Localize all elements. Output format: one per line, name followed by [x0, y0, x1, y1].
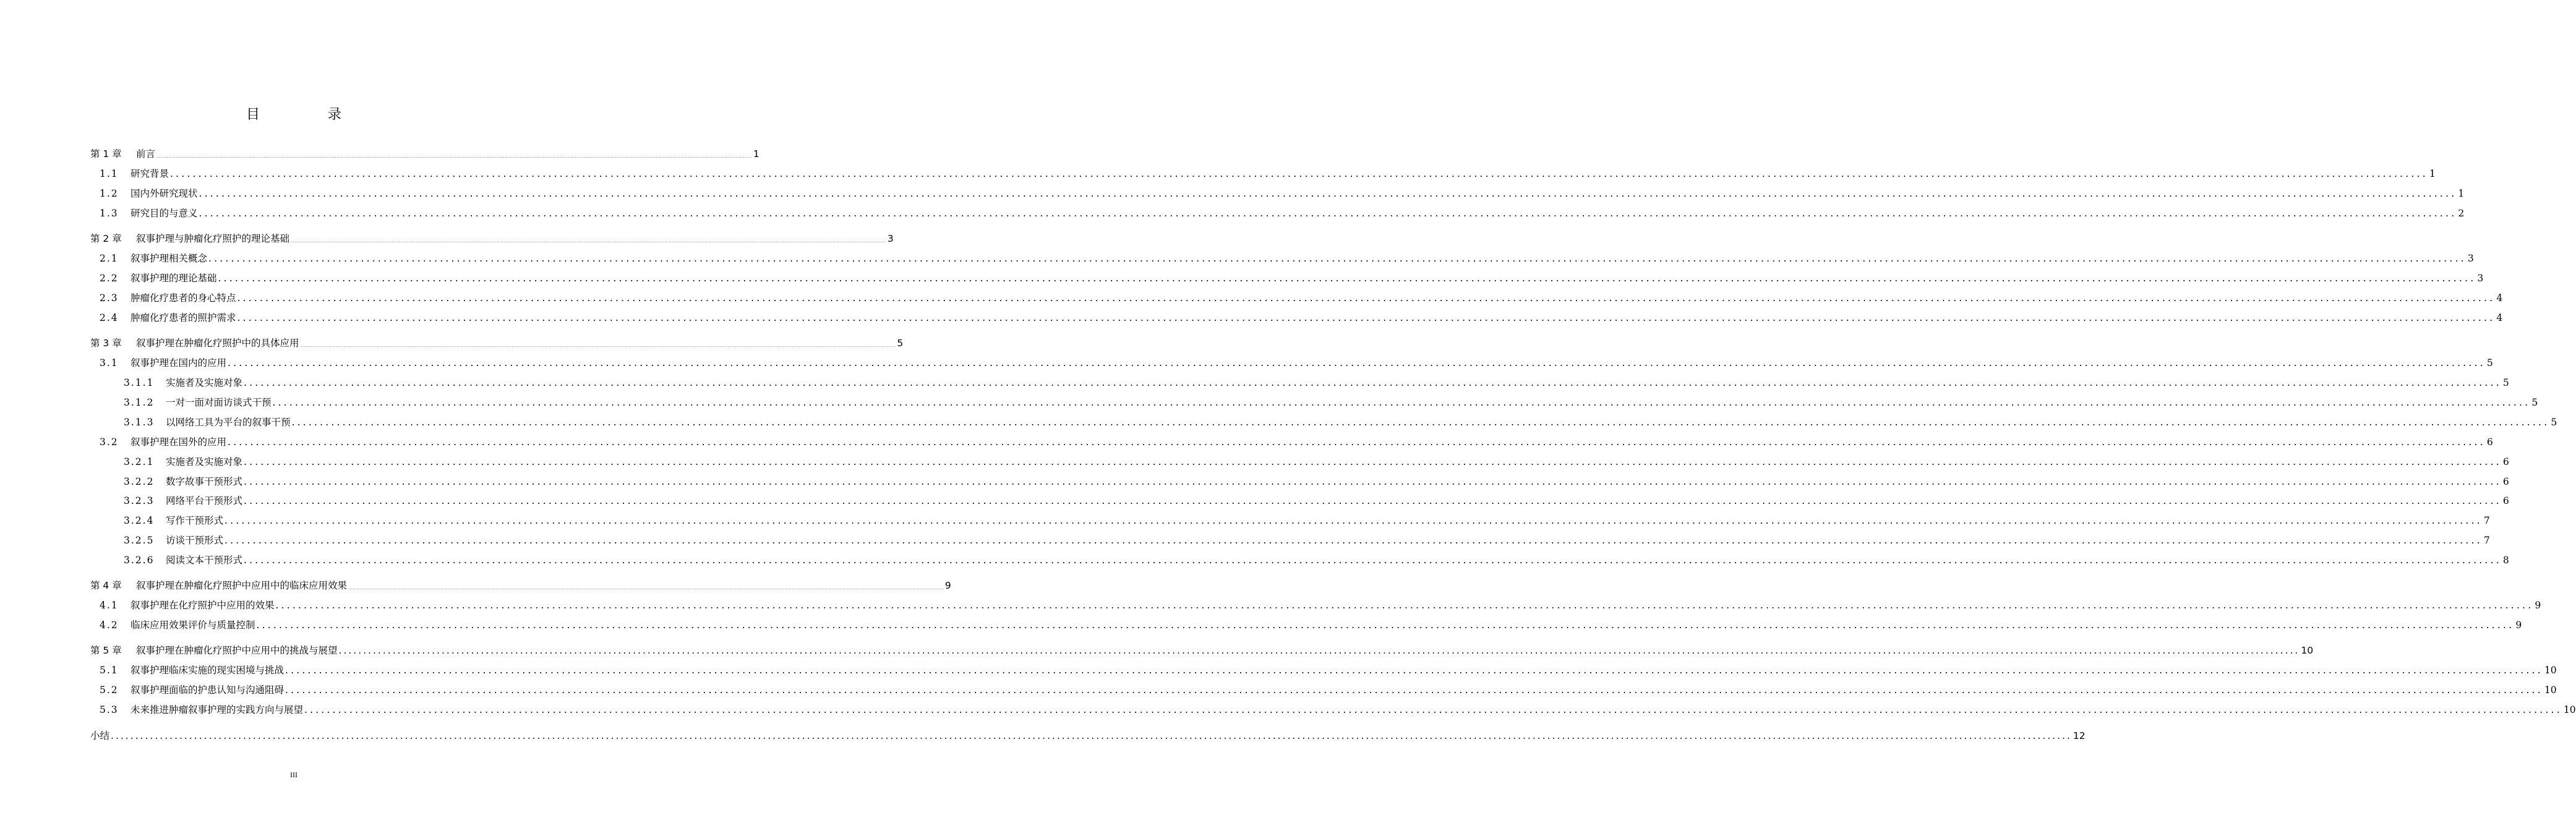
toc-entry-title: 小结 [90, 730, 110, 741]
dot-leader: ................................................................................................................................................................................................................................................................................................................................................................................................................ [338, 645, 2300, 656]
toc-entry-number: 3.2.3 [124, 495, 155, 506]
toc-entry-number: 第 2 章 [90, 233, 122, 244]
toc-entry-number: 2.4 [100, 312, 119, 323]
toc-entry-page: 5 [2486, 357, 2493, 369]
toc-entry-number: 2.2 [100, 273, 119, 284]
toc-entry-label [100, 271, 217, 284]
dot-leader: ................................................................................................................................................................................................................................................................................................................................................................................................................ [111, 730, 2072, 741]
toc-entry[interactable] [0, 683, 2557, 697]
toc-entry-label [124, 375, 242, 389]
toc-entry-page: 10 [2301, 645, 2314, 656]
toc-entry-page: 5 [2502, 377, 2509, 388]
toc-entry-page: 4 [2496, 292, 2503, 304]
toc-entry[interactable] [0, 663, 2557, 678]
toc-entry-title: 前言 [136, 148, 156, 160]
toc-entry-label [100, 166, 169, 180]
page-number-footer: III [290, 770, 297, 779]
toc-entry-number: 第 1 章 [90, 148, 122, 160]
dot-leader: ................................................................................................................................................................................................................................................................................................................................................................................................................ [156, 155, 752, 159]
toc-entry-title: 叙事护理在国内的应用 [131, 357, 227, 369]
toc-entry-number: 3.2.1 [124, 456, 155, 467]
toc-entry-number: 3.2.6 [124, 555, 155, 566]
toc-entry-title: 研究目的与意义 [131, 208, 198, 219]
toc-entry-number: 3.1.3 [124, 417, 155, 428]
toc-entry[interactable] [0, 474, 2509, 489]
toc-entry-label [100, 291, 236, 304]
toc-entry-number: 5.2 [100, 684, 119, 696]
toc-entry-title: 访谈干预形式 [166, 535, 224, 546]
toc-entry-label [124, 553, 242, 566]
toc-entry[interactable] [0, 728, 2086, 743]
dot-leader: ................................................................................................................................................................................................................................................................................................................................................................................................................ [228, 437, 2486, 448]
toc-entry-number: 3.1 [100, 357, 119, 369]
toc-entry[interactable] [0, 395, 2538, 410]
toc-entry[interactable] [0, 166, 2436, 181]
toc-entry[interactable] [0, 553, 2509, 568]
toc-entry-page: 6 [2486, 437, 2493, 448]
toc-entry-title: 叙事护理的理论基础 [131, 273, 217, 284]
toc-entry-page: 7 [2483, 535, 2490, 546]
toc-entry-label [124, 415, 291, 428]
dot-leader: ................................................................................................................................................................................................................................................................................................................................................................................................................ [244, 555, 2502, 566]
toc-entry-page: 7 [2483, 515, 2490, 526]
toc-entry-page: 9 [2515, 620, 2522, 631]
dot-leader: ................................................................................................................................................................................................................................................................................................................................................................................................................ [272, 397, 2531, 408]
toc-entry-number: 4.1 [100, 600, 119, 611]
toc-entry-page: 4 [2496, 312, 2503, 323]
toc-entry[interactable] [0, 513, 2490, 528]
dot-leader: ................................................................................................................................................................................................................................................................................................................................................................................................................ [348, 586, 944, 590]
toc-entry[interactable] [0, 147, 760, 161]
toc-entry-number: 3.2.5 [124, 535, 155, 546]
toc-entry-title: 叙事护理在肿瘤化疗照护中应用中的临床应用效果 [136, 580, 348, 591]
toc-entry-title: 国内外研究现状 [131, 188, 198, 199]
toc-entry[interactable] [0, 578, 951, 593]
toc-entry-number: 2.1 [100, 253, 119, 264]
toc-entry-number: 2.3 [100, 292, 119, 304]
toc-entry[interactable] [0, 415, 2557, 430]
toc-entry-page: 5 [2531, 397, 2538, 408]
toc-entry[interactable] [0, 643, 2314, 658]
toc-entry-page: 9 [2535, 600, 2541, 611]
toc-entry-page: 1 [2458, 188, 2465, 199]
dot-leader: ................................................................................................................................................................................................................................................................................................................................................................................................................ [208, 253, 2467, 264]
toc-entry-page: 10 [2544, 665, 2557, 676]
toc-entry-page: 5 [897, 338, 904, 349]
dot-leader: ................................................................................................................................................................................................................................................................................................................................................................................................................ [244, 476, 2502, 487]
toc-entry-title: 写作干预形式 [166, 515, 224, 526]
toc-entry-number: 1.3 [100, 208, 119, 219]
toc-entry[interactable] [0, 251, 2474, 266]
toc-entry-page: 10 [2544, 684, 2557, 696]
toc-entry-label [124, 395, 272, 409]
toc-entry-number: 第 3 章 [90, 338, 122, 349]
toc-entry[interactable] [0, 375, 2509, 390]
dot-leader: ................................................................................................................................................................................................................................................................................................................................................................................................................ [225, 515, 2483, 526]
toc-entry-title: 叙事护理在国外的应用 [131, 437, 227, 448]
toc-entry-page: 10 [2563, 704, 2576, 715]
dot-leader: ................................................................................................................................................................................................................................................................................................................................................................................................................ [256, 620, 2515, 631]
dot-leader: ................................................................................................................................................................................................................................................................................................................................................................................................................ [199, 188, 2457, 199]
toc-entry-page: 6 [2502, 495, 2509, 506]
toc-entry-label [100, 251, 207, 265]
toc-entry-page: 3 [2477, 273, 2484, 284]
toc-entry[interactable] [0, 533, 2490, 548]
toc-entry-page: 2 [2458, 208, 2465, 219]
toc-entry-label [124, 474, 242, 488]
toc-entry[interactable] [0, 356, 2493, 370]
toc-entry[interactable] [0, 310, 2503, 325]
toc-entry-page: 3 [887, 233, 894, 244]
toc-entry-title: 叙事护理相关概念 [131, 253, 208, 264]
dot-leader: ................................................................................................................................................................................................................................................................................................................................................................................................................ [244, 456, 2502, 467]
dot-leader: ................................................................................................................................................................................................................................................................................................................................................................................................................ [199, 208, 2457, 219]
toc-entry-number: 3.1.2 [124, 397, 155, 408]
toc-entry-title: 以网络工具为平台的叙事干预 [166, 417, 291, 428]
toc-entry-label [90, 578, 347, 592]
dot-leader: ................................................................................................................................................................................................................................................................................................................................................................................................................ [228, 357, 2486, 369]
toc-entry[interactable] [0, 231, 894, 246]
toc-entry[interactable] [0, 336, 904, 351]
toc-entry-title: 肿瘤化疗患者的身心特点 [131, 292, 236, 304]
dot-leader: ................................................................................................................................................................................................................................................................................................................................................................................................................ [300, 344, 896, 348]
toc-entry-page: 5 [2551, 417, 2557, 428]
toc-entry-label [90, 231, 289, 245]
toc-entry-title: 临床应用效果评价与质量控制 [131, 620, 255, 631]
toc-entry-number: 5.3 [100, 704, 119, 715]
toc-entry-page: 6 [2502, 476, 2509, 487]
toc-entry-number: 第 5 章 [90, 645, 122, 656]
toc-entry-page: 6 [2502, 456, 2509, 467]
toc-entry[interactable] [0, 435, 2493, 450]
dot-leader: ................................................................................................................................................................................................................................................................................................................................................................................................................ [244, 377, 2502, 388]
toc-entry-title: 肿瘤化疗患者的照护需求 [131, 312, 236, 323]
toc-entry-title: 实施者及实施对象 [166, 377, 243, 388]
toc-entry-number: 3.2.2 [124, 476, 155, 487]
toc-entry-title: 叙事护理在肿瘤化疗照护中应用中的挑战与展望 [136, 645, 338, 656]
toc-entry-label [100, 618, 255, 631]
toc-entry-label [124, 493, 242, 507]
dot-leader: ................................................................................................................................................................................................................................................................................................................................................................................................................ [237, 312, 2496, 323]
dot-leader: ................................................................................................................................................................................................................................................................................................................................................................................................................ [291, 239, 886, 244]
toc-entry-label [90, 147, 155, 160]
toc-entry-title: 叙事护理在肿瘤化疗照护中的具体应用 [136, 338, 299, 349]
toc-entry-title: 叙事护理在化疗照护中应用的效果 [131, 600, 275, 611]
toc-entry[interactable] [0, 186, 2465, 201]
toc-entry-label [100, 186, 198, 200]
toc-entry-label [100, 356, 226, 369]
toc-entry-label [100, 683, 284, 696]
dot-leader: ................................................................................................................................................................................................................................................................................................................................................................................................................ [285, 665, 2543, 676]
toc-entry-number: 5.1 [100, 665, 119, 676]
dot-leader: ................................................................................................................................................................................................................................................................................................................................................................................................................ [170, 168, 2428, 179]
toc-entry-page: 1 [2429, 168, 2436, 179]
toc-entry-title: 数字故事干预形式 [166, 476, 243, 487]
toc-entry-number: 1.1 [100, 168, 119, 179]
toc-entry[interactable] [0, 291, 2503, 305]
toc-entry-number: 第 4 章 [90, 580, 122, 591]
dot-leader: ................................................................................................................................................................................................................................................................................................................................................................................................................ [291, 417, 2550, 428]
toc-entry-label [90, 643, 338, 657]
dot-leader: ................................................................................................................................................................................................................................................................................................................................................................................................................ [237, 292, 2496, 304]
toc-entry-title: 叙事护理临床实施的现实困境与挑战 [131, 665, 285, 676]
toc-entry-title: 阅读文本干预形式 [166, 555, 243, 566]
toc-entry-number: 1.2 [100, 188, 119, 199]
toc-entry-label [90, 336, 299, 349]
toc-entry-number: 4.2 [100, 620, 119, 631]
dot-leader: ................................................................................................................................................................................................................................................................................................................................................................................................................ [218, 273, 2476, 284]
toc-entry[interactable] [0, 618, 2522, 633]
toc-entry-page: 3 [2467, 253, 2474, 264]
toc-entry-title: 叙事护理与肿瘤化疗照护的理论基础 [136, 233, 290, 244]
toc-entry-page: 9 [944, 580, 951, 591]
toc-entry[interactable] [0, 271, 2484, 286]
toc-entry-title: 未来推进肿瘤叙事护理的实践方向与展望 [131, 704, 304, 715]
dot-leader: ................................................................................................................................................................................................................................................................................................................................................................................................................ [285, 684, 2543, 696]
toc-entry-title: 实施者及实施对象 [166, 456, 243, 467]
toc-entry-page: 8 [2502, 555, 2509, 566]
toc-entry[interactable] [0, 702, 2576, 717]
toc-entry-label [124, 513, 223, 527]
toc-entry-title: 研究背景 [131, 168, 169, 179]
page-title: 目 录 [246, 107, 369, 122]
toc-entry-label [100, 435, 226, 448]
toc-entry[interactable] [0, 598, 2541, 613]
dot-leader: ................................................................................................................................................................................................................................................................................................................................................................................................................ [244, 495, 2502, 506]
toc-entry-label [100, 598, 275, 612]
toc-entry-label [124, 533, 223, 547]
toc-entry-title: 网络平台干预形式 [166, 495, 243, 506]
toc-entry-number: 3.2.4 [124, 515, 155, 526]
toc-entry-label [100, 663, 284, 676]
dot-leader: ................................................................................................................................................................................................................................................................................................................................................................................................................ [225, 535, 2483, 546]
toc-entry-label [100, 702, 303, 716]
toc-entry-title: 叙事护理面临的护患认知与沟通阻碍 [131, 684, 285, 696]
toc-entry-label [100, 310, 236, 324]
toc-entry-number: 3.2 [100, 437, 119, 448]
toc-entry[interactable] [0, 493, 2509, 508]
toc-entry-label [90, 728, 109, 742]
toc-entry-number: 3.1.1 [124, 377, 155, 388]
dot-leader: ................................................................................................................................................................................................................................................................................................................................................................................................................ [275, 600, 2534, 611]
toc-entry[interactable] [0, 206, 2465, 221]
toc-entry[interactable] [0, 454, 2509, 469]
toc-entry-label [100, 206, 198, 219]
toc-entry-label [124, 454, 242, 468]
toc-entry-page: 12 [2073, 730, 2086, 741]
toc-entry-page: 1 [753, 148, 760, 160]
toc-entry-title: 一对一面对面访谈式干预 [166, 397, 272, 408]
dot-leader: ................................................................................................................................................................................................................................................................................................................................................................................................................ [304, 704, 2562, 715]
